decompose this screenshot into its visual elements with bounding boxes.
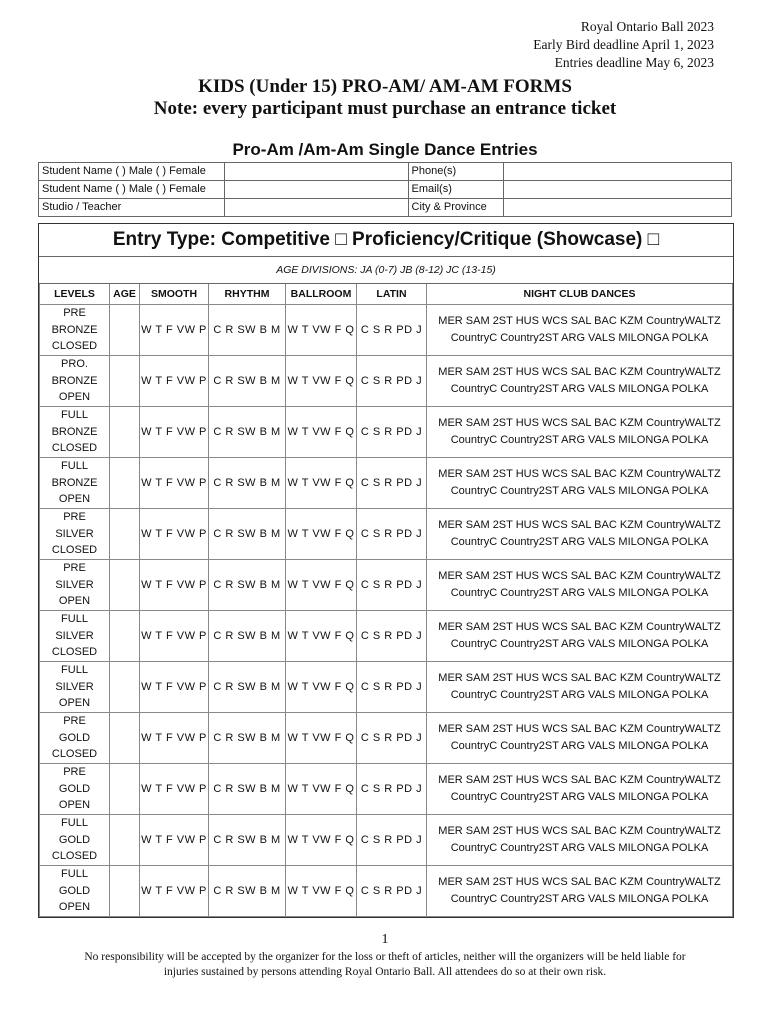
level-line: OPEN — [58, 493, 91, 506]
level-line: PRE — [63, 562, 86, 575]
level-cell — [40, 764, 110, 815]
student-name-field-2[interactable] — [224, 181, 408, 199]
age-cell[interactable] — [110, 866, 140, 917]
level-line: BRONZE — [51, 425, 98, 438]
level-line: PRE — [63, 715, 86, 728]
latin-dances[interactable]: C S R PD J — [357, 305, 427, 356]
smooth-dances[interactable]: W T F VW P — [140, 560, 209, 611]
smooth-dances[interactable]: W T F VW P — [140, 305, 209, 356]
night-club-line: CountryC Country2ST ARG VALS MILONGA POLKA — [450, 485, 709, 497]
level-cell — [40, 866, 110, 917]
rhythm-dances[interactable]: C R SW B M — [209, 713, 286, 764]
night-club-dances[interactable] — [427, 815, 733, 866]
level-line: FULL — [61, 868, 88, 881]
age-divisions: AGE DIVISIONS: JA (0-7) JB (8-12) JC (13-15) — [39, 257, 733, 284]
entry-type-selector[interactable]: Entry Type: Competitive □ Proficiency/Critique (Showcase) □ — [39, 224, 733, 257]
ballroom-dances[interactable]: W T VW F Q — [286, 815, 357, 866]
ballroom-dances[interactable]: W T VW F Q — [286, 305, 357, 356]
night-club-line: CountryC Country2ST ARG VALS MILONGA POLKA — [450, 842, 709, 854]
participant-info-table — [38, 162, 732, 217]
ballroom-dances[interactable]: W T VW F Q — [286, 458, 357, 509]
col-latin: LATIN — [357, 284, 427, 305]
night-club-line: CountryC Country2ST ARG VALS MILONGA POLKA — [450, 689, 709, 701]
age-cell[interactable] — [110, 560, 140, 611]
smooth-dances[interactable]: W T F VW P — [140, 407, 209, 458]
night-club-dances[interactable] — [427, 611, 733, 662]
student-name-label-1: Student Name ( ) Male ( ) Female — [39, 163, 225, 181]
night-club-dances[interactable] — [427, 713, 733, 764]
level-line: OPEN — [58, 697, 91, 710]
rhythm-dances[interactable]: C R SW B M — [209, 866, 286, 917]
age-cell[interactable] — [110, 764, 140, 815]
student-name-field-1[interactable] — [224, 163, 408, 181]
rhythm-dances[interactable]: C R SW B M — [209, 611, 286, 662]
age-cell[interactable] — [110, 713, 140, 764]
level-line: GOLD — [58, 884, 91, 897]
rhythm-dances[interactable]: C R SW B M — [209, 815, 286, 866]
night-club-line: MER SAM 2ST HUS WCS SAL BAC KZM CountryWALTZ — [438, 774, 721, 786]
email-label: Email(s) — [408, 181, 504, 199]
age-cell[interactable] — [110, 356, 140, 407]
level-line: PRE — [63, 511, 86, 524]
level-line: SILVER — [55, 527, 94, 540]
latin-dances[interactable]: C S R PD J — [357, 356, 427, 407]
level-line: SILVER — [55, 629, 94, 642]
level-line: CLOSED — [51, 850, 98, 863]
night-club-line: CountryC Country2ST ARG VALS MILONGA POLKA — [450, 587, 709, 599]
level-line: PRO. — [61, 358, 88, 371]
age-cell[interactable] — [110, 458, 140, 509]
col-age: AGE — [110, 284, 140, 305]
night-club-line: CountryC Country2ST ARG VALS MILONGA POLKA — [450, 536, 709, 548]
level-cell — [40, 407, 110, 458]
night-club-line: CountryC Country2ST ARG VALS MILONGA POLKA — [450, 434, 709, 446]
night-club-dances[interactable] — [427, 356, 733, 407]
table-row — [40, 560, 733, 611]
col-levels: LEVELS — [40, 284, 110, 305]
rhythm-dances[interactable]: C R SW B M — [209, 407, 286, 458]
ballroom-dances[interactable]: W T VW F Q — [286, 560, 357, 611]
age-cell[interactable] — [110, 815, 140, 866]
latin-dances[interactable]: C S R PD J — [357, 713, 427, 764]
smooth-dances[interactable]: W T F VW P — [140, 356, 209, 407]
level-line: CLOSED — [51, 748, 98, 761]
level-cell — [40, 305, 110, 356]
ballroom-dances[interactable]: W T VW F Q — [286, 764, 357, 815]
latin-dances[interactable]: C S R PD J — [357, 560, 427, 611]
night-club-dances[interactable] — [427, 662, 733, 713]
rhythm-dances[interactable]: C R SW B M — [209, 662, 286, 713]
latin-dances[interactable]: C S R PD J — [357, 509, 427, 560]
level-line: BRONZE — [51, 323, 98, 336]
ballroom-dances[interactable]: W T VW F Q — [286, 713, 357, 764]
level-line: GOLD — [58, 833, 91, 846]
ballroom-dances[interactable]: W T VW F Q — [286, 662, 357, 713]
smooth-dances[interactable]: W T F VW P — [140, 509, 209, 560]
ballroom-dances[interactable]: W T VW F Q — [286, 611, 357, 662]
smooth-dances[interactable]: W T F VW P — [140, 458, 209, 509]
level-line: OPEN — [58, 901, 91, 914]
ballroom-dances[interactable]: W T VW F Q — [286, 356, 357, 407]
night-club-line: CountryC Country2ST ARG VALS MILONGA POLKA — [450, 791, 709, 803]
city-province-field[interactable] — [504, 199, 732, 217]
table-row — [40, 356, 733, 407]
table-row — [40, 815, 733, 866]
level-cell — [40, 611, 110, 662]
ticket-note: Note: every participant must purchase an entrance ticket — [153, 98, 617, 119]
email-field[interactable] — [504, 181, 732, 199]
night-club-line: MER SAM 2ST HUS WCS SAL BAC KZM CountryWALTZ — [438, 825, 721, 837]
event-header — [533, 18, 714, 72]
col-rhythm: RHYTHM — [209, 284, 286, 305]
level-cell — [40, 509, 110, 560]
level-line: OPEN — [58, 391, 91, 404]
level-line: GOLD — [58, 731, 91, 744]
night-club-line: MER SAM 2ST HUS WCS SAL BAC KZM CountryWALTZ — [438, 315, 721, 327]
col-night-club: NIGHT CLUB DANCES — [427, 284, 733, 305]
table-row — [40, 305, 733, 356]
rhythm-dances[interactable]: C R SW B M — [209, 764, 286, 815]
ballroom-dances[interactable]: W T VW F Q — [286, 407, 357, 458]
level-line: CLOSED — [51, 544, 98, 557]
level-line: CLOSED — [51, 646, 98, 659]
level-line: CLOSED — [51, 442, 98, 455]
studio-teacher-field[interactable] — [224, 199, 408, 217]
level-line: BRONZE — [51, 374, 98, 387]
rhythm-dances[interactable]: C R SW B M — [209, 458, 286, 509]
night-club-line: MER SAM 2ST HUS WCS SAL BAC KZM CountryWALTZ — [438, 570, 721, 582]
liability-disclaimer: No responsibility will be accepted by the organizer for the loss or theft of articles, neither will the organizers will be held liable for injuries sustained by persons attending Royal Ontario Ball. All attendees do so at their own risk. — [84, 951, 686, 978]
table-row — [40, 458, 733, 509]
night-club-line: CountryC Country2ST ARG VALS MILONGA POLKA — [450, 383, 709, 395]
level-line: BRONZE — [51, 476, 98, 489]
phone-field[interactable] — [504, 163, 732, 181]
level-line: SILVER — [55, 578, 94, 591]
level-cell — [40, 458, 110, 509]
latin-dances[interactable]: C S R PD J — [357, 458, 427, 509]
early-bird-deadline: Early Bird deadline April 1, 2023 — [533, 37, 714, 52]
smooth-dances[interactable]: W T F VW P — [140, 866, 209, 917]
age-cell[interactable] — [110, 407, 140, 458]
latin-dances[interactable]: C S R PD J — [357, 815, 427, 866]
section-subtitle: Pro-Am /Am-Am Single Dance Entries — [232, 140, 538, 159]
age-cell[interactable] — [110, 509, 140, 560]
entries-deadline: Entries deadline May 6, 2023 — [554, 55, 714, 70]
smooth-dances[interactable]: W T F VW P — [140, 662, 209, 713]
night-club-dances[interactable] — [427, 560, 733, 611]
page-title: KIDS (Under 15) PRO-AM/ AM-AM FORMS — [198, 76, 572, 97]
level-line: CLOSED — [51, 340, 98, 353]
city-province-label: City & Province — [408, 199, 504, 217]
level-line: FULL — [61, 460, 88, 473]
night-club-line: MER SAM 2ST HUS WCS SAL BAC KZM CountryWALTZ — [438, 621, 721, 633]
night-club-line: MER SAM 2ST HUS WCS SAL BAC KZM CountryWALTZ — [438, 417, 721, 429]
night-club-line: MER SAM 2ST HUS WCS SAL BAC KZM CountryWALTZ — [438, 723, 721, 735]
ballroom-dances[interactable]: W T VW F Q — [286, 866, 357, 917]
night-club-line: MER SAM 2ST HUS WCS SAL BAC KZM CountryWALTZ — [438, 366, 721, 378]
night-club-dances[interactable] — [427, 866, 733, 917]
ballroom-dances[interactable]: W T VW F Q — [286, 509, 357, 560]
entries-table-container — [38, 223, 734, 918]
age-cell[interactable] — [110, 305, 140, 356]
age-cell[interactable] — [110, 662, 140, 713]
rhythm-dances[interactable]: C R SW B M — [209, 509, 286, 560]
entries-grid — [39, 284, 733, 917]
table-row — [40, 662, 733, 713]
latin-dances[interactable]: C S R PD J — [357, 407, 427, 458]
smooth-dances[interactable]: W T F VW P — [140, 815, 209, 866]
level-line: OPEN — [58, 595, 91, 608]
night-club-line: CountryC Country2ST ARG VALS MILONGA POLKA — [450, 893, 709, 905]
night-club-dances[interactable] — [427, 407, 733, 458]
table-row — [40, 713, 733, 764]
night-club-line: MER SAM 2ST HUS WCS SAL BAC KZM CountryWALTZ — [438, 468, 721, 480]
level-cell — [40, 713, 110, 764]
latin-dances[interactable]: C S R PD J — [357, 611, 427, 662]
col-smooth: SMOOTH — [140, 284, 209, 305]
latin-dances[interactable]: C S R PD J — [357, 764, 427, 815]
level-line: OPEN — [58, 799, 91, 812]
table-row — [40, 407, 733, 458]
level-line: GOLD — [58, 782, 91, 795]
level-line: PRE — [63, 766, 86, 779]
level-cell — [40, 815, 110, 866]
level-line: FULL — [61, 817, 88, 830]
night-club-dances[interactable] — [427, 509, 733, 560]
rhythm-dances[interactable]: C R SW B M — [209, 356, 286, 407]
night-club-line: CountryC Country2ST ARG VALS MILONGA POLKA — [450, 740, 709, 752]
page-number: 1 — [381, 932, 389, 947]
level-line: FULL — [61, 664, 88, 677]
col-ballroom: BALLROOM — [286, 284, 357, 305]
table-row — [40, 509, 733, 560]
latin-dances[interactable]: C S R PD J — [357, 866, 427, 917]
smooth-dances[interactable]: W T F VW P — [140, 713, 209, 764]
column-headers — [40, 284, 733, 305]
level-line: PRE — [63, 307, 86, 320]
event-name: Royal Ontario Ball 2023 — [580, 19, 714, 34]
level-line: FULL — [61, 409, 88, 422]
table-row — [40, 764, 733, 815]
rhythm-dances[interactable]: C R SW B M — [209, 560, 286, 611]
night-club-dances[interactable] — [427, 305, 733, 356]
night-club-line: MER SAM 2ST HUS WCS SAL BAC KZM CountryWALTZ — [438, 519, 721, 531]
night-club-dances[interactable] — [427, 764, 733, 815]
level-rows — [40, 305, 733, 917]
night-club-line: MER SAM 2ST HUS WCS SAL BAC KZM CountryWALTZ — [438, 876, 721, 888]
level-cell — [40, 560, 110, 611]
night-club-line: CountryC Country2ST ARG VALS MILONGA POLKA — [450, 332, 709, 344]
level-line: SILVER — [55, 680, 94, 693]
table-row — [40, 866, 733, 917]
table-row — [40, 611, 733, 662]
studio-teacher-label: Studio / Teacher — [39, 199, 225, 217]
night-club-line: CountryC Country2ST ARG VALS MILONGA POLKA — [450, 638, 709, 650]
level-line: FULL — [61, 613, 88, 626]
rhythm-dances[interactable]: C R SW B M — [209, 305, 286, 356]
latin-dances[interactable]: C S R PD J — [357, 662, 427, 713]
phone-label: Phone(s) — [408, 163, 504, 181]
level-cell — [40, 356, 110, 407]
night-club-line: MER SAM 2ST HUS WCS SAL BAC KZM CountryWALTZ — [438, 672, 721, 684]
age-cell[interactable] — [110, 611, 140, 662]
student-name-label-2: Student Name ( ) Male ( ) Female — [39, 181, 225, 199]
smooth-dances[interactable]: W T F VW P — [140, 611, 209, 662]
night-club-dances[interactable] — [427, 458, 733, 509]
level-cell — [40, 662, 110, 713]
smooth-dances[interactable]: W T F VW P — [140, 764, 209, 815]
